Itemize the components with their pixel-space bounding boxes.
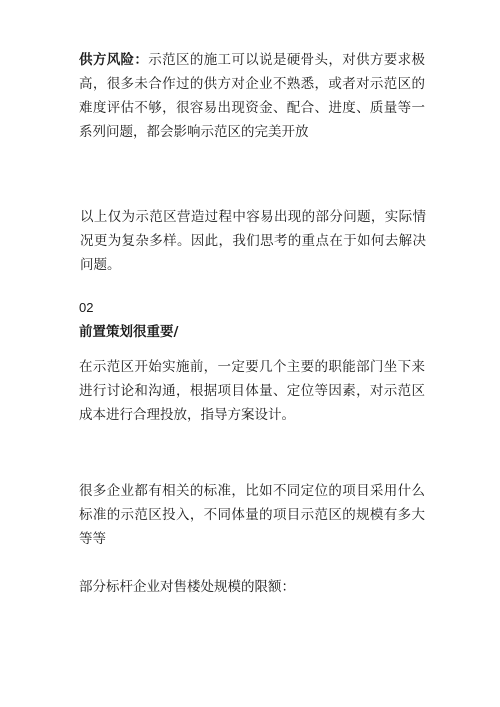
supplier-risk-label: 供方风险： [79,52,149,68]
supplier-risk-text: 示范区的施工可以说是硬骨头，对供方要求极高，很多未合作过的供方对企业不熟悉，或者对示范区的难度评估不够，很容易出现资金、配合、进度、质量等一系列问题，都会影响示范区的完美开放 [79,52,426,140]
paragraph-supplier-risk [79,48,425,144]
section-title: 前置策划很重要/ [79,324,179,340]
paragraph-pre-planning: 在示范区开始实施前，一定要几个主要的职能部门坐下来进行讨论和沟通，根据项目体量、定位等因素，对示范区成本进行合理投放，指导方案设计。 [79,359,425,423]
section-number: 02 [79,300,94,315]
paragraph-sales-office-limits: 部分标杆企业对售楼处规模的限额： [79,579,295,595]
paragraph-summary: 以上仅为示范区营造过程中容易出现的部分问题，实际情况更为复杂多样。因此，我们思考的重点在于如何去解决问题。 [80,209,426,273]
paragraph-standards: 很多企业都有相关的标准，比如不同定位的项目采用什么标准的示范区投入，不同体量的项目示范区的规模有多大等等 [79,483,425,547]
